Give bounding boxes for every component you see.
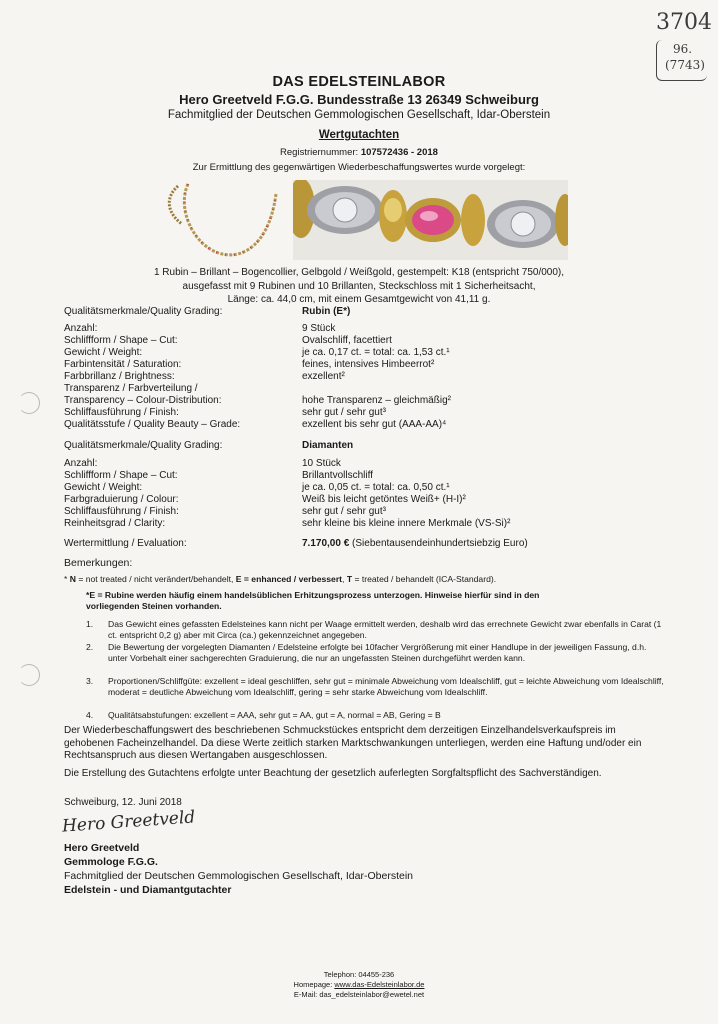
- diamond-heading: [64, 440, 664, 452]
- ruby-row-value: exzellent bis sehr gut (AAA-AA)⁴: [302, 419, 447, 430]
- homepage-link[interactable]: www.das-Edelsteinlabor.de: [334, 980, 425, 989]
- ruby-row-label: Schliffform / Shape – Cut:: [64, 335, 178, 346]
- ruby-row: [64, 371, 664, 383]
- place-date: Schweiburg, 12. Juni 2018: [64, 797, 182, 808]
- ruby-row-value: exzellent²: [302, 371, 345, 382]
- ruby-row-label: Anzahl:: [64, 323, 98, 334]
- evaluation-words: (Siebentausendeinhundertsiebzig Euro): [349, 538, 528, 549]
- footer-homepage-label: Homepage:: [293, 980, 335, 989]
- legend-n-text: = not treated / nicht verändert/behandelt,: [75, 574, 236, 584]
- diamond-heading-value: Diamanten: [302, 440, 354, 451]
- ruby-row: [64, 395, 664, 407]
- diamond-row-label: Gewicht / Weight:: [64, 482, 143, 493]
- ruby-row: [64, 323, 664, 335]
- diamond-row-value: Weiß bis leicht getöntes Weiß+ (H-I)²: [302, 494, 466, 505]
- remark-note-text: Das Gewicht eines gefassten Edelsteines kann nicht per Waage ermittelt werden, deshalb wird das errechnete Gewicht zwar ebenfalls in Carat (1 ct. entspricht 0,2 g) aber mit Circa (ca.) gekennzeichnet angegeben.: [108, 619, 662, 640]
- registration-number: 107572436 - 2018: [360, 147, 438, 158]
- remark-note-number: 1.: [86, 619, 94, 629]
- remark-note-text: Die Bewertung der vorgelegten Diamanten / Edelsteine erfolgte bei 10facher Vergrößerung mit einer Handlupe in der jeweiligen Fassung, d.h. unter Vorbehalt einer sachgerechten Graduierung, die nur an ungefassten Steinen durchgeführt werden kann.: [108, 642, 647, 663]
- ruby-row: [64, 335, 664, 347]
- diamond-row-value: Brillantvollschliff: [302, 470, 373, 481]
- legend-e: E = enhanced / verbessert: [235, 574, 343, 584]
- legend-t-text: = treated / behandelt (ICA-Standard).: [352, 574, 497, 584]
- ruby-row: [64, 359, 664, 371]
- intro-text: Zur Ermittlung des gegenwärtigen Wiederbeschaffungswertes wurde vorgelegt:: [192, 162, 526, 173]
- remark-note-number: 4.: [86, 710, 94, 720]
- registration-line: [0, 147, 718, 158]
- legend-t-pre: ,: [342, 574, 347, 584]
- diamond-row-value: je ca. 0,05 ct. = total: ca. 0,50 ct.¹: [302, 482, 450, 493]
- ruby-row-label: Transparency – Colour-Distribution:: [64, 395, 222, 406]
- remark-note: [86, 642, 671, 675]
- diamond-row-label: Reinheitsgrad / Clarity:: [64, 518, 166, 529]
- closing-paragraph: Der Wiederbeschaffungswert des beschriebenen Schmuckstückes entspricht dem derzeitigen Einzelhandelsverkaufspreis im gehobenen Facheinzelhandel. Da diese Werte zeitlich starken Marktschwankungen unterliegen, werden eine Haftung und/oder ein Rechtsanspruch aus diesen Wertangaben ausgeschlossen.: [64, 725, 642, 761]
- ruby-heading-label: Qualitätsmerkmale/Quality Grading:: [64, 306, 223, 317]
- remark-note-number: 3.: [86, 676, 94, 686]
- ruby-row-label: Schliffausführung / Finish:: [64, 407, 179, 418]
- diamond-row: [64, 518, 664, 530]
- ruby-row-value: Ovalschliff, facettiert: [302, 335, 392, 346]
- binder-hole: [18, 392, 40, 414]
- ruby-row: [64, 419, 664, 431]
- diamond-row-label: Schliffausführung / Finish:: [64, 506, 179, 517]
- ruby-row-value: hohe Transparenz – gleichmäßig²: [302, 395, 451, 406]
- ruby-row-value: sehr gut / sehr gut³: [302, 407, 386, 418]
- diamond-row-value: sehr gut / sehr gut³: [302, 506, 386, 517]
- remark-note-text: Proportionen/Schliffgüte: exzellent = ideal geschliffen, sehr gut = minimale Abweichung vom Idealschliff, gut = leichte Abweichung vom Idealschliff, moderat = deutliche Abweichung vom Idealschliff, gering = sehr starke Abweichung vom Idealschliff.: [108, 676, 664, 697]
- footer-email: E-Mail: das_edelsteinlabor@ewetel.net: [293, 990, 425, 999]
- remark-note-text: Qualitätsabstufungen: exzellent = AAA, sehr gut = AA, gut = A, normal = AB, Gering = B: [108, 710, 441, 720]
- ruby-row-label: Farbintensität / Saturation:: [64, 359, 182, 370]
- remark-note-number: 2.: [86, 642, 94, 652]
- diamond-row-label: Schliffform / Shape – Cut:: [64, 470, 178, 481]
- remark-note: [86, 676, 671, 709]
- ruby-row-label: Gewicht / Weight:: [64, 347, 143, 358]
- item-description: [0, 266, 718, 307]
- signer-role: Edelstein - und Diamantgutachter: [64, 884, 232, 896]
- handwritten-note-line: (7743): [665, 58, 705, 72]
- signer-title: Gemmologe F.G.G.: [64, 856, 158, 868]
- remark-note: [86, 619, 671, 641]
- ruby-row: [64, 407, 664, 419]
- ruby-row-label: Farbbrillanz / Brightness:: [64, 371, 175, 382]
- lab-name: DAS EDELSTEINLABOR: [272, 74, 446, 90]
- ruby-heading: [64, 306, 664, 318]
- lab-membership: Fachmitglied der Deutschen Gemmologischen Gesellschaft, Idar-Oberstein: [167, 109, 551, 121]
- treatment-legend: [64, 574, 496, 585]
- ruby-row-label: Qualitätsstufe / Quality Beauty – Grade:: [64, 419, 241, 430]
- evaluation-amount: 7.170,00 €: [302, 538, 350, 549]
- necklace-overview-photo: [160, 180, 280, 260]
- ruby-row: [64, 383, 664, 395]
- item-description-line: Länge: ca. 44,0 cm, mit einem Gesamtgewicht von 41,11 g.: [227, 294, 491, 305]
- handwritten-number: 3704: [656, 10, 712, 35]
- ruby-row-value: feines, intensives Himbeerrot²: [302, 359, 435, 370]
- diamond-row-label: Farbgraduierung / Colour:: [64, 494, 179, 505]
- binder-hole: [18, 664, 40, 686]
- evaluation-row: [64, 538, 664, 550]
- diamond-row: [64, 494, 664, 506]
- ruby-row: [64, 347, 664, 359]
- closing-paragraph: Die Erstellung des Gutachtens erfolgte unter Beachtung der gesetzlich auferlegten Sorgfaltspflicht des Sachverständigen.: [64, 768, 602, 779]
- evaluation-value: [302, 538, 528, 550]
- legend-n: N: [69, 574, 76, 584]
- legend-star: *: [64, 574, 70, 584]
- item-description-line: 1 Rubin – Brillant – Bogencollier, Gelbgold / Weißgold, gestempelt: K18 (entspricht 750/000),: [153, 267, 565, 278]
- handwritten-signature: Hero Greetveld: [61, 807, 196, 837]
- diamond-row-label: Anzahl:: [64, 458, 98, 469]
- evaluation-label: Wertermittlung / Evaluation:: [64, 538, 187, 549]
- ruby-row-value: 9 Stück: [302, 323, 336, 334]
- handwritten-note-line: 96.: [673, 42, 693, 56]
- ruby-row-value: je ca. 0,17 ct. = total: ca. 1,53 ct.¹: [302, 347, 450, 358]
- diamond-row-value: sehr kleine bis kleine innere Merkmale (VS-Si)²: [302, 518, 511, 529]
- registration-label: Registriernummer:: [280, 147, 359, 158]
- necklace-detail-photo: [293, 180, 568, 260]
- signer-name: Hero Greetveld: [64, 842, 140, 854]
- diamond-row: [64, 482, 664, 494]
- diamond-row: [64, 506, 664, 518]
- remarks-title: Bemerkungen:: [64, 557, 133, 569]
- footer: [0, 970, 718, 1000]
- ruby-row-label: Transparenz / Farbverteilung /: [64, 383, 198, 394]
- enhanced-note-line: *E = Rubine werden häufig einem handelsüblichen Erhitzungsprozess unterzogen. Hinweise hierfür sind in den: [86, 590, 540, 600]
- diamond-row-value: 10 Stück: [302, 458, 341, 469]
- footer-homepage: [0, 980, 718, 990]
- lab-address: Hero Greetveld F.G.G. Bundesstraße 13 26349 Schweiburg: [179, 92, 539, 107]
- signer-membership: Fachmitglied der Deutschen Gemmologischen Gesellschaft, Idar-Oberstein: [64, 870, 413, 882]
- ruby-heading-value: Rubin (E*): [302, 306, 351, 317]
- legend-t: T: [346, 574, 353, 584]
- document-type: Wertgutachten: [318, 129, 400, 141]
- item-description-line: ausgefasst mit 9 Rubinen und 10 Brillanten, Steckschloss mit 1 Sicherheitsacht,: [182, 280, 536, 292]
- remark-note: [86, 710, 671, 721]
- diamond-row: [64, 458, 664, 470]
- diamond-heading-label: Qualitätsmerkmale/Quality Grading:: [64, 440, 223, 451]
- enhanced-note-line: vorliegenden Steinen vorhanden.: [86, 601, 222, 611]
- diamond-row: [64, 470, 664, 482]
- footer-phone: Telephon: 04455-236: [323, 970, 395, 979]
